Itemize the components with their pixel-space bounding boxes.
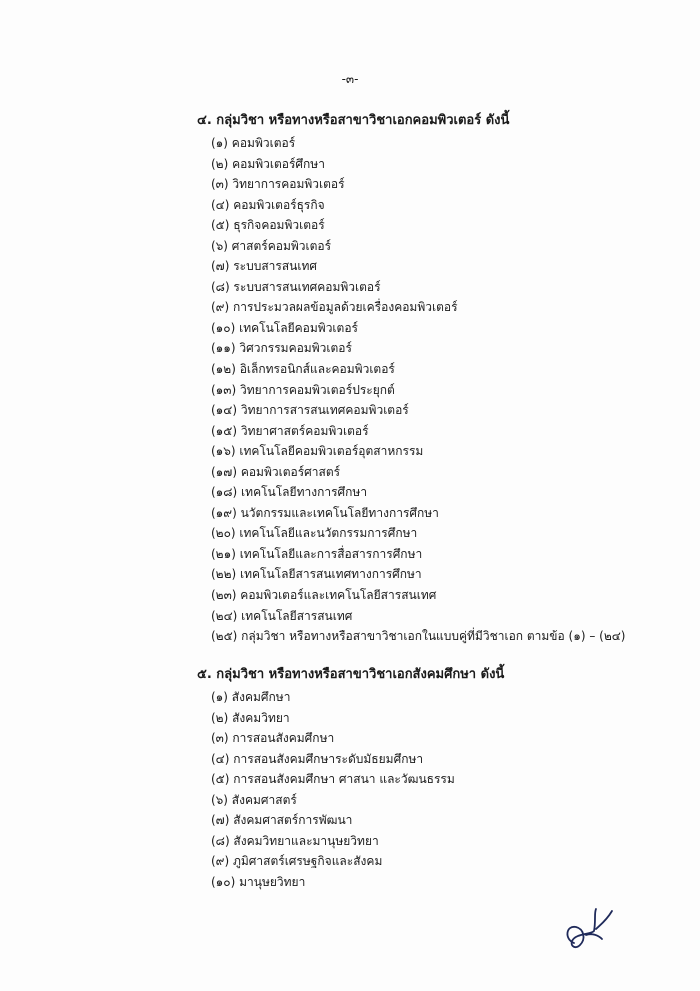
- item-list: [197, 133, 626, 647]
- list-item: (๑๔) วิทยาการสารสนเทศคอมพิวเตอร์: [211, 403, 409, 418]
- list-item: (๒) คอมพิวเตอร์ศึกษา: [211, 156, 325, 171]
- list-item: (๙) ภูมิศาสตร์เศรษฐกิจและสังคม: [211, 854, 383, 869]
- list-item: (๑) สังคมศึกษา: [211, 690, 291, 704]
- item-list: [197, 687, 504, 892]
- list-item: (๕) ธุรกิจคอมพิวเตอร์: [211, 218, 325, 233]
- list-item: (๑๖) เทคโนโลยีคอมพิวเตอร์อุตสาหกรรม: [211, 444, 424, 459]
- list-item: (๗) สังคมศาสตร์การพัฒนา: [211, 813, 353, 828]
- list-item: (๑๐) เทคโนโลยีคอมพิวเตอร์: [211, 320, 358, 335]
- list-item: (๓) การสอนสังคมศึกษา: [211, 731, 335, 746]
- list-item: (๗) ระบบสารสนเทศ: [211, 259, 317, 274]
- list-item: (๒๒) เทคโนโลยีสารสนเทศทางการศึกษา: [211, 567, 422, 582]
- section-heading: ๕. กลุ่มวิชา หรือทางหรือสาขาวิชาเอกสังคมศึกษา ดังนี้: [197, 667, 505, 682]
- list-item: (๖) สังคมศาสตร์: [211, 792, 297, 807]
- list-item: (๒๕) กลุ่มวิชา หรือทางหรือสาขาวิชาเอกในแบบคู่ที่มีวิชาเอก ตามข้อ (๑) – (๒๔): [211, 629, 626, 644]
- list-item: (๒) สังคมวิทยา: [211, 710, 290, 725]
- list-item: (๖) ศาสตร์คอมพิวเตอร์: [211, 238, 332, 253]
- list-item: (๕) การสอนสังคมศึกษา ศาสนา และวัฒนธรรม: [211, 772, 455, 787]
- list-item: (๒๔) เทคโนโลยีสารสนเทศ: [211, 608, 353, 623]
- list-item: (๔) คอมพิวเตอร์ธุรกิจ: [211, 197, 325, 212]
- list-item: (๑๑) วิศวกรรมคอมพิวเตอร์: [211, 341, 352, 356]
- list-item: (๘) สังคมวิทยาและมานุษยวิทยา: [211, 833, 379, 848]
- page-number: -๓-: [341, 72, 359, 86]
- list-item: (๒๐) เทคโนโลยีและนวัตกรรมการศึกษา: [211, 526, 418, 541]
- list-item: (๒๑) เทคโนโลยีและการสื่อสารการศึกษา: [211, 546, 423, 561]
- list-item: (๔) การสอนสังคมศึกษาระดับมัธยมศึกษา: [211, 751, 424, 766]
- list-item: (๘) ระบบสารสนเทศคอมพิวเตอร์: [211, 279, 381, 294]
- list-item: (๑๕) วิทยาศาสตร์คอมพิวเตอร์: [211, 423, 369, 438]
- list-item: (๒๓) คอมพิวเตอร์และเทคโนโลยีสารสนเทศ: [211, 588, 437, 603]
- list-item: (๑) คอมพิวเตอร์: [211, 136, 296, 150]
- list-item: (๙) การประมวลผลข้อมูลด้วยเครื่องคอมพิวเตอร์: [211, 300, 458, 315]
- handwritten-signature: [560, 895, 620, 955]
- list-item: (๑๒) อิเล็กทรอนิกส์และคอมพิวเตอร์: [211, 362, 395, 377]
- section-computer: [197, 111, 626, 647]
- list-item: (๑๘) เทคโนโลยีทางการศึกษา: [211, 485, 368, 500]
- list-item: (๓) วิทยาการคอมพิวเตอร์: [211, 177, 345, 192]
- list-item: (๑๗) คอมพิวเตอร์ศาสตร์: [211, 464, 341, 479]
- section-social-studies: [197, 665, 504, 892]
- section-heading: ๔. กลุ่มวิชา หรือทางหรือสาขาวิชาเอกคอมพิวเตอร์ ดังนี้: [197, 113, 510, 128]
- list-item: (๑๐) มานุษยวิทยา: [211, 874, 306, 889]
- list-item: (๑๙) นวัตกรรมและเทคโนโลยีทางการศึกษา: [211, 505, 439, 520]
- list-item: (๑๓) วิทยาการคอมพิวเตอร์ประยุกต์: [211, 382, 395, 397]
